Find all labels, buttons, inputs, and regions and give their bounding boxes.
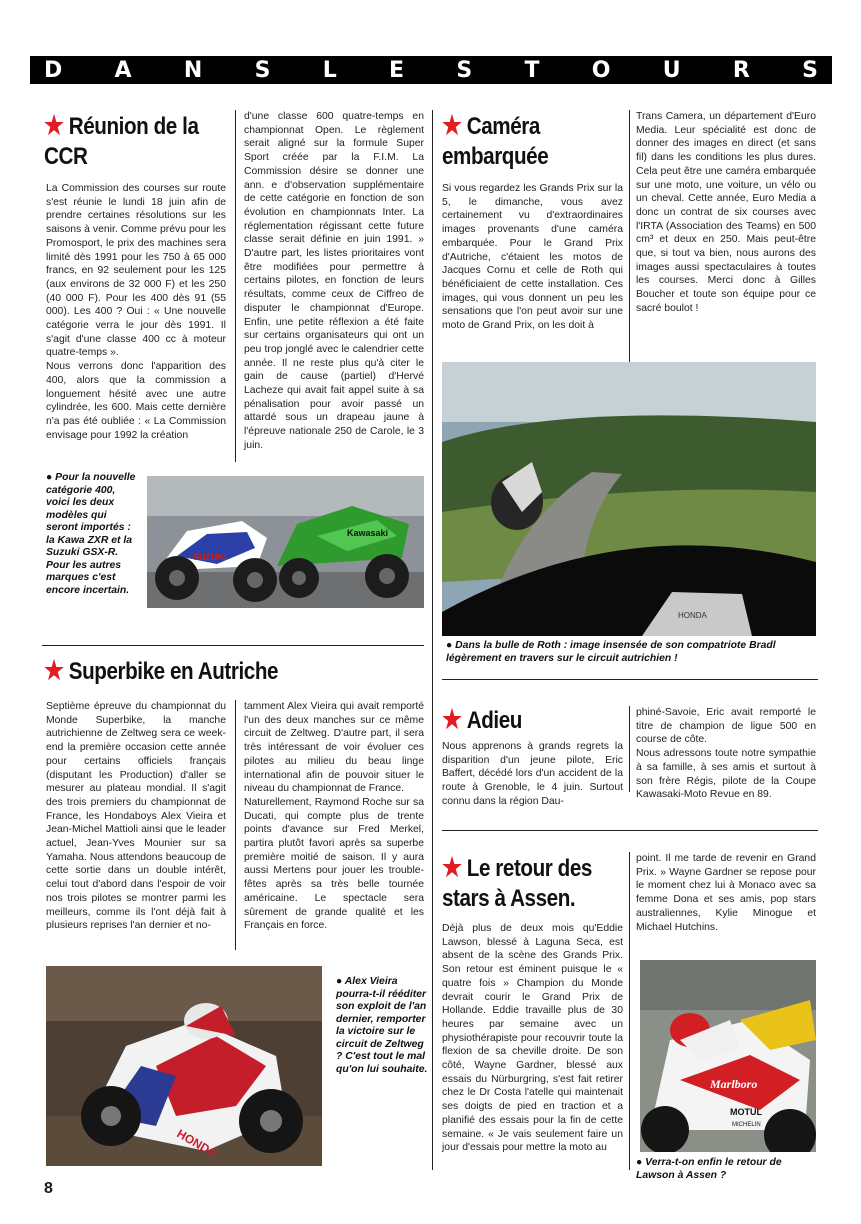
adieu-column-2: phiné-Savoie, Eric avait remporté le titre de champion de ligue 500 en course de côte. Nous adressons toute notre sympathie à sa famille, à ses amis et surtout à son frère Régis, pilote de la Coupe Kawasaki-Moto Revue en 89. [636, 707, 816, 801]
ccr-photo-caption: ● Pour la nouvelle catégorie 400, voici les deux modèles qui seront importés : la Kawa ZXR et la Suzuki GSX-R. Pour les autres marques c'est encore incertain. [46, 472, 136, 596]
column-divider [235, 700, 236, 950]
star-icon: ★ [442, 704, 462, 734]
lawson-marlboro-photo [640, 960, 816, 1152]
vieira-honda-photo [46, 966, 322, 1166]
adieu-column-1: Nous apprenons à grands regrets la disparition d'un jeune pilote, Eric Baffert, décédé lors d'un accident de la route à Grenoble, le 4 juin. Surtout connu dans la région Dau- [442, 741, 623, 807]
section-divider [442, 679, 818, 680]
ccr-column-1: La Commission des courses sur route s'est réunie le lundi 18 juin afin de prendre certaines résolutions sur les saisons à venir. Comme prévu pour les Promosport, le prix des machines sera limité dès 1991 pour les 750 à 65 000 francs, en 92 seulement pour les 125 (aux environs de 32 000 F) et les 250 (40 000 F). Pour les 400 dès 91 (55 000). Les 400 ? Oui : « Une nouvelle catégorie verra le jour dès 1991. Il s'agit d'une classe 400 cc à moteur quatre-temps ». Nous verrons donc l'apparition des 400, alors que la commission a longuement hésité avec une autre cylindrée, les 600. Mais cette dernière n'a pas été oubliée : « La Commission envisage pour 1992 la création [46, 183, 226, 441]
superbike-column-2: tamment Alex Vieira qui avait remporté l'un des deux manches sur ce même circuit de Zeltweg. D'autre part, il sera très intéressant de voir évoluer ces pilotes au milieu du beau linge international afin de pouvoir situer le niveau du championnat de France. Naturellement, Raymond Roche sur sa Ducati, qui compte plus de trente points d'avance sur Fred Merkel, partira plutôt favori après sa superbe première moitié de saison. Il y aura aussi Mertens pour jouer les trouble-fêtes après sa très belle tournée américaine. Le spectacle sera sûrement de grande qualité et les Français en force. [244, 701, 424, 932]
ccr-title-line1: Réunion de la [68, 113, 199, 140]
adieu-title: ★ Adieu [442, 704, 522, 734]
camera-column-2: Trans Camera, un département d'Euro Media. Leur spécialité est donc de donner des images en direct (et sans fil) dans les conditions les plus dures. Cela peut être une caméra embarquée sur une moto, une voiture, un vélo ou un cheval. Cette année, Euro Media a donc un contrat de six courses avec l'IRTA (Association des Teams) en 500 cm³ et deux en 250. Mais peut-être que, si tout va bien, nous aurons des images aussi spectaculaires à toutes les courses. Merci donc à Gilles Boucher et toute son équipe pour ce sacré boulot ! [636, 111, 816, 314]
superbike-photo-caption: ● Alex Vieira pourra-t-il rééditer son exploit de l'an dernier, remporter la victoire sur le circuit de Zeltweg ? C'est tout le mal qu'on lui souhaite. [336, 976, 428, 1075]
column-divider [235, 110, 236, 462]
retour-column-2: point. Il me tarde de revenir en Grand Prix. » Wayne Gardner se repose pour le moment chez lui à Monaco avec sa femme Dona et ses amis, pop stars australiennes, Kylie Minogue et Michael Hutchins. [636, 853, 816, 933]
camera-title: ★ Caméra embarquée [442, 110, 549, 170]
camera-column-1: Si vous regardez les Grands Prix sur la 5, le dimanche, vous avez certainement vu d'extraordinaires images provenants d'une caméra embarquée. Pour le Grand Prix d'Autriche, c'étaient les motos de Jacques Cornu et celle de Roth qui bénéficiaient de cette installation. Ces images, qui vous donnent un peu les sensations que l'on peut avoir sur une moto de Grand Prix, on les doit à [442, 183, 623, 332]
bullet-icon: ● [336, 976, 345, 987]
page-number: 8 [44, 1180, 53, 1197]
retour-photo-caption: ● Verra-t-on enfin le retour de Lawson à Assen ? [636, 1157, 782, 1181]
column-divider [629, 852, 630, 1170]
marlboro-logo: Marlboro [710, 1077, 758, 1091]
banner-letter: S [802, 57, 818, 83]
onboard-camera-photo [442, 362, 816, 636]
motul-logo: MOTUL [730, 1107, 762, 1117]
retour-title: ★ Le retour des stars à Assen. [442, 852, 592, 912]
bullet-icon: ● [46, 472, 56, 483]
banner-letter: A [114, 57, 132, 83]
star-icon: ★ [44, 655, 64, 685]
suzuki-logo: SUZUKI [193, 552, 227, 562]
section-divider [42, 645, 424, 646]
banner-letter: E [389, 57, 405, 83]
center-divider [432, 110, 433, 1170]
banner-letter: S [456, 57, 473, 83]
banner-letter: O [591, 57, 611, 83]
star-icon: ★ [442, 110, 462, 140]
honda-logo: HONDA [678, 611, 707, 620]
banner-letter: N [183, 57, 203, 83]
retour-column-1: Déjà plus de deux mois qu'Eddie Lawson, blessé à Laguna Seca, est absent de la scène des Grands Prix. Son retour est éminent puisque le « quatre fois » Champion du Monde devrait courir le Grand Prix de Hollande. Eddie travaille plus de 30 heures par semaine avec un physiothérapiste pour recouvrir toute la flexion de sa cheville droite. De son côté, Wayne Gardner, blessé aux essais du Nürburgring, s'est fait retirer chez le Dr Costa l'atelle qui maintenait ses doigts de pied en traction et a planifié des essais pour la fin de cette semaine. « Je vais seulement faire un jour d'essais pour mettre la moto au [442, 923, 623, 1154]
kawa-suzuki-photo [147, 476, 424, 608]
banner-letter: S [254, 57, 271, 83]
ccr-column-2: d'une classe 600 quatre-temps en championnat Open. Le règlement serait aligné sur la formule Super Sport créée par la F.I.M. La Commission désire se donner une ann. e d'observation supplémentaire de cette catégorie en fonction de son évolution en championnats Inter. La réglementation régissant cette future classe serait définie en juin 1991. » D'autre part, les listes prioritaires vont être modifiées pour permettre à certains pilotes, en fonction de leurs résultats, comme ceux de Ciffreo de disputer le championnat d'Europe. Enfin, une petite réflexion a été faite sur certains organisateurs qui ont un peu trop jonglé avec le calendrier cette année. Il ne reste plus qu'à citer le gain de cause (partiel) d'Hervé Lacheze qui avait fait appel suite à sa pénalisation pour avoir passé un attardé sous un drapeau jaune à l'épreuve nationale 250 de Carole, le 3 juin. [244, 111, 424, 451]
banner-letter: D [44, 57, 63, 83]
column-divider [629, 706, 630, 792]
bullet-icon: ● [446, 640, 456, 651]
section-banner [30, 56, 832, 84]
superbike-title: ★ Superbike en Autriche [44, 655, 279, 685]
star-icon: ★ [44, 110, 64, 140]
ccr-title-line2: CCR [44, 143, 88, 170]
banner-letter: R [732, 57, 750, 83]
ccr-title [44, 110, 259, 172]
bullet-icon: ● [636, 1157, 646, 1168]
star-icon: ★ [442, 852, 462, 882]
kawasaki-logo: Kawasaki [347, 528, 389, 538]
michelin-logo: MICHELIN [732, 1122, 761, 1128]
camera-photo-caption: ● Dans la bulle de Roth : image insensée de son compatriote Bradl légèrement en travers sur le circuit autrichien ! [446, 640, 776, 664]
banner-letter: U [662, 57, 681, 83]
section-divider [442, 830, 818, 831]
banner-letter: T [524, 57, 540, 83]
column-divider [629, 110, 630, 362]
honda-logo: HONDA [174, 1126, 220, 1161]
superbike-column-1: Septième épreuve du championnat du Monde Superbike, la manche autrichienne de Zeltweg sera ce week-end la première occasion cette année pour certains officiels français (disputant les Production) d'aller se mesurer au plateau mondial. Il s'agit des trois premiers du championnat de France, les Hondaboys Alex Vieira et Jean-Michel Mattioli ainsi que le leader actuel, Jean-Yves Mounier sur sa Yamaha. Nous attendons beaucoup de cette sortie dans un double intérêt, celui tout d'abord dans l'espoir de voir nos trois pilotes se montrer parmi les meilleurs, comme ils l'ont déjà fait à plusieurs reprises l'an dernier et no- [46, 701, 226, 932]
banner-letter: L [322, 57, 337, 83]
